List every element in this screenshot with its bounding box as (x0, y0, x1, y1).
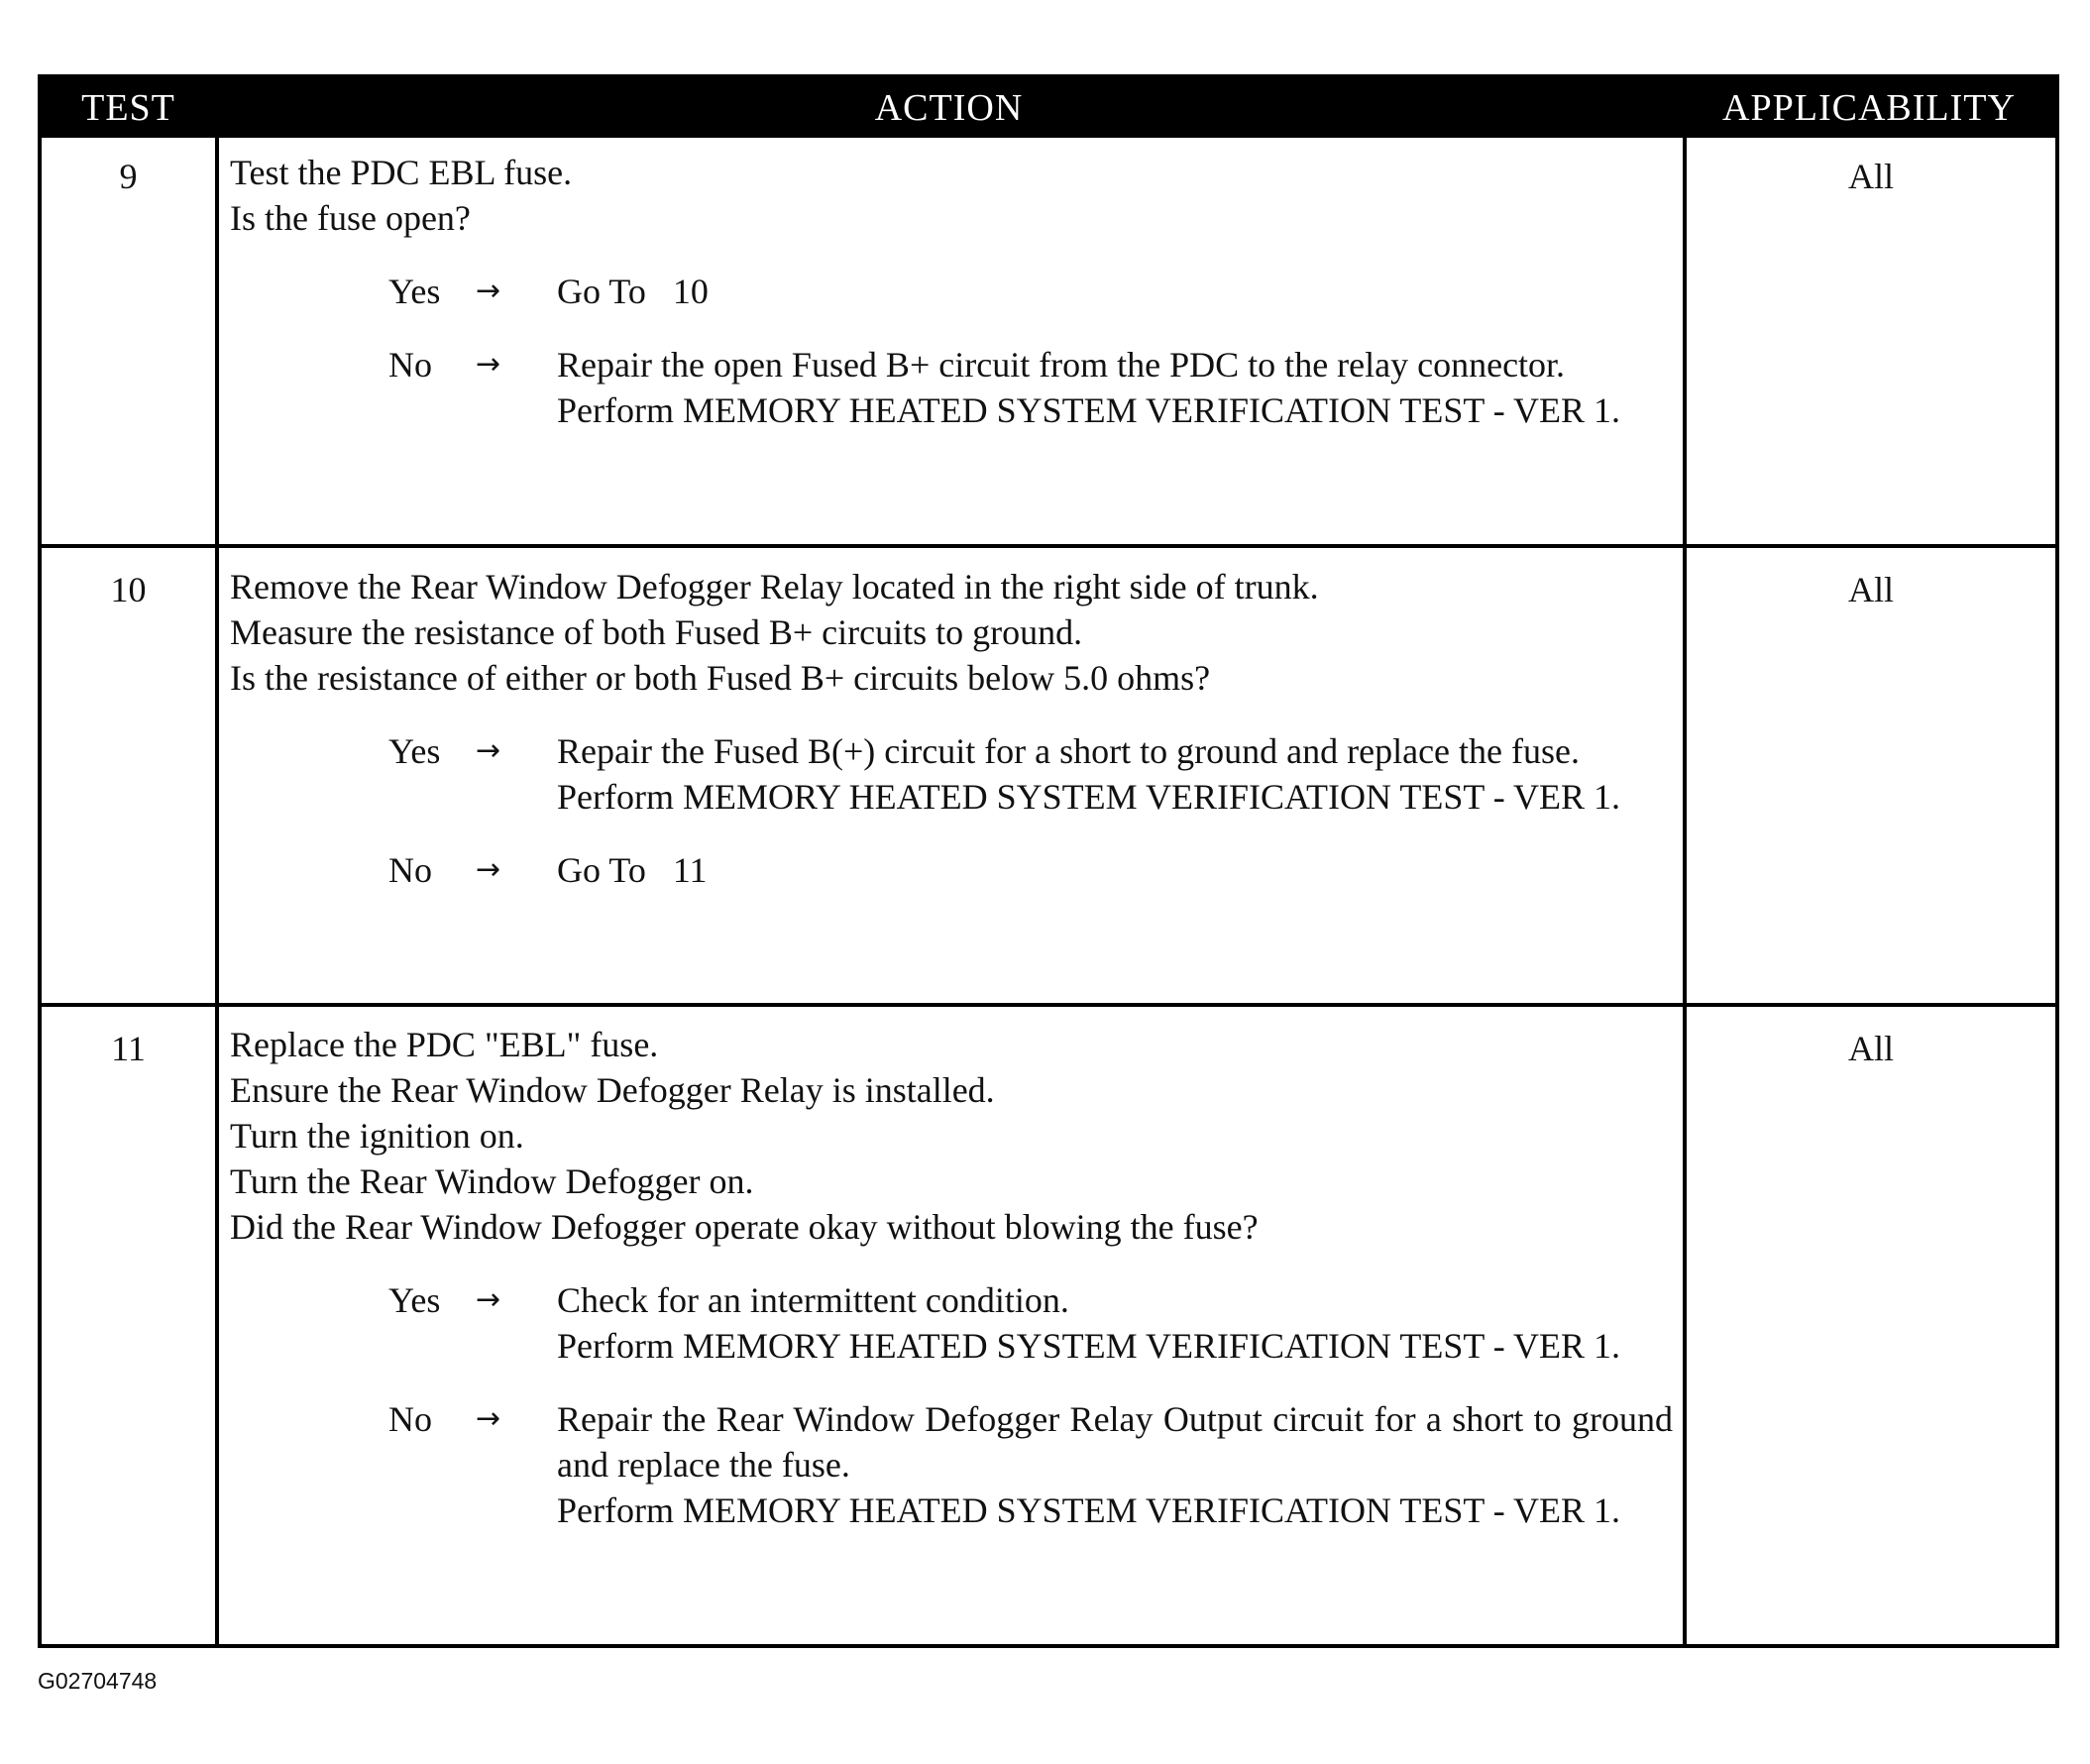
answer-label: Yes (388, 1280, 441, 1320)
response-no (230, 847, 1673, 893)
action-step: Turn the Rear Window Defogger on. (230, 1161, 754, 1201)
test-number: 10 (110, 570, 147, 609)
response-yes (230, 269, 1673, 314)
header-action: ACTION (874, 87, 1024, 129)
response-yes (230, 728, 1673, 820)
answer-label: Yes (388, 731, 441, 771)
action-step: Test the PDC EBL fuse. (230, 153, 573, 192)
action-step: Remove the Rear Window Defogger Relay located in the right side of trunk. (230, 567, 1319, 606)
response-result: Go To 11 (557, 850, 708, 890)
row-divider (42, 544, 2055, 548)
perform-instruction: Perform MEMORY HEATED SYSTEM VERIFICATION TEST - VER 1. (557, 1326, 1621, 1366)
arrow-icon: → (476, 347, 501, 382)
action-cell (230, 1022, 1673, 1533)
arrow-icon: → (476, 733, 501, 768)
answer-label: No (388, 345, 432, 385)
header-test: TEST (81, 87, 175, 129)
response-yes (230, 1277, 1673, 1369)
arrow-icon: → (476, 1282, 501, 1317)
perform-instruction: Perform MEMORY HEATED SYSTEM VERIFICATION TEST - VER 1. (557, 777, 1621, 817)
action-step: Did the Rear Window Defogger operate okay without blowing the fuse? (230, 1207, 1259, 1247)
action-step: Replace the PDC "EBL" fuse. (230, 1025, 659, 1064)
action-step: Ensure the Rear Window Defogger Relay is installed. (230, 1070, 995, 1110)
answer-label: No (388, 1399, 432, 1439)
column-divider-test (215, 138, 219, 1644)
perform-instruction: Perform MEMORY HEATED SYSTEM VERIFICATION TEST - VER 1. (557, 390, 1621, 430)
row-divider (42, 1003, 2055, 1007)
action-step: Is the resistance of either or both Fused B+ circuits below 5.0 ohms? (230, 658, 1211, 698)
action-step: Is the fuse open? (230, 198, 471, 238)
answer-label: Yes (388, 272, 441, 311)
action-step: Turn the ignition on. (230, 1116, 524, 1156)
header-applicability: APPLICABILITY (1722, 87, 2016, 129)
response-no (230, 342, 1673, 433)
response-result: Repair the Fused B(+) circuit for a short to ground and replace the fuse. (557, 731, 1580, 771)
arrow-icon: → (476, 1401, 501, 1436)
response-result: Check for an intermittent condition. (557, 1280, 1069, 1320)
applicability-value: All (1847, 157, 1894, 196)
diagnostic-test-table (38, 74, 2059, 1648)
action-cell (230, 564, 1673, 893)
table-header (42, 78, 2055, 138)
response-result: Repair the open Fused B+ circuit from the PDC to the relay connector. (557, 345, 1566, 385)
figure-id: G02704748 (38, 1668, 158, 1694)
response-result: Repair the Rear Window Defogger Relay Output circuit for a short to ground and replace the fuse. (557, 1399, 1673, 1485)
column-divider-applicability (1683, 138, 1687, 1644)
test-number: 9 (119, 157, 138, 196)
action-step: Measure the resistance of both Fused B+ circuits to ground. (230, 612, 1083, 652)
applicability-value: All (1847, 1029, 1894, 1068)
response-result: Go To 10 (557, 272, 709, 311)
response-no (230, 1396, 1673, 1533)
test-number: 11 (111, 1029, 146, 1068)
answer-label: No (388, 850, 432, 890)
applicability-value: All (1847, 570, 1894, 609)
arrow-icon: → (476, 274, 501, 308)
action-cell (230, 150, 1673, 433)
arrow-icon: → (476, 852, 501, 887)
perform-instruction: Perform MEMORY HEATED SYSTEM VERIFICATION TEST - VER 1. (557, 1490, 1621, 1530)
